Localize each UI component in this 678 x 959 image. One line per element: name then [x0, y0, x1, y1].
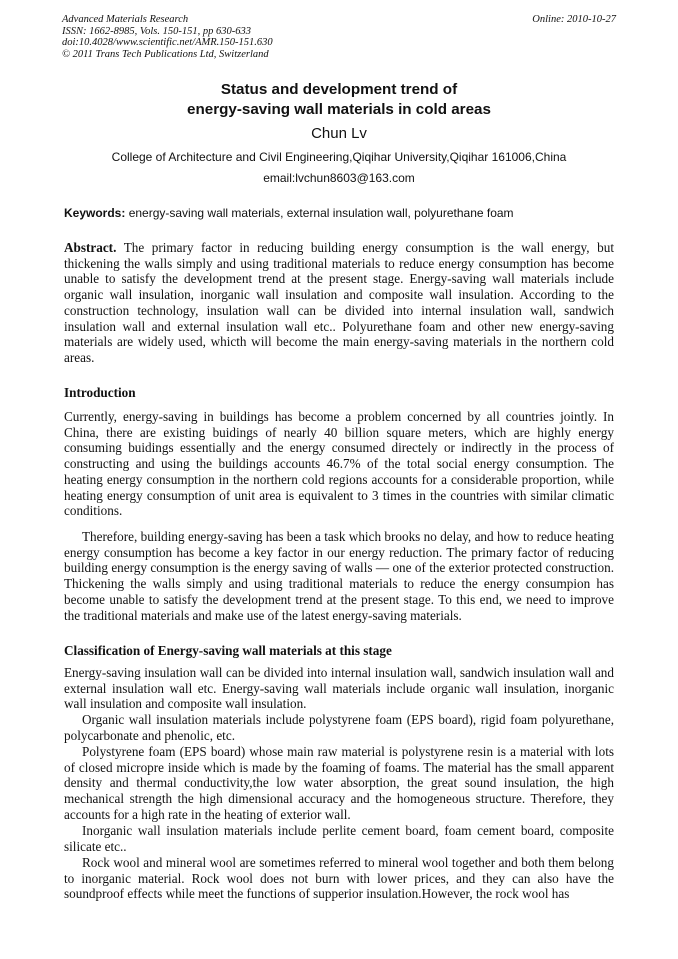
keywords [64, 206, 616, 220]
classification-paragraph-3: Polystyrene foam (EPS board) whose main raw material is polystyrene resin is a material with lots of closed micropre inside which is made by the foaming of foams. The material has the small apparent density and thermal conductivity,the low water absorption, the great sound insulation, the high mechanical strength the high dimensional accuracy and the homogeneous structure. Therefore, they accounts for a high rate in the heating of exterior wall. [64, 744, 614, 822]
email: email:lvchun8603@163.com [263, 171, 415, 185]
abstract [64, 240, 614, 366]
introduction-paragraph-2: Therefore, building energy-saving has been a task which brooks no delay, and how to reduce heating energy consumption has become a key factor in our energy reduction. The primary factor of reducing building energy consumption is the energy saving of walls — one of the exterior protected construction. Thickening the walls simply and using traditional materials to reduce the energy consumpion has become unable to satisfy the development trend at the present stage. To this end, we need to improve the traditional materials and make use of the latest energy-saving materials. [64, 529, 614, 623]
introduction-paragraph-1: Currently, energy-saving in buildings has become a problem concerned by all countries jointly. In China, there are existing buidings of nearly 40 billion square meters, which are highly energy consuming buidings essentially and the energy consumed directely or indirectly in the process of constructing and using the buildings accounts 46.7% of the total social energy consumption. The heating energy consumption in the northern cold regions accounts for a considerable proportion, while heating energy consumption of unit area is equivalent to 3 times in the countries with similar climatic conditions. [64, 409, 614, 519]
classification-paragraph-4: Inorganic wall insulation materials include perlite cement board, foam cement board, composite silicate etc.. [64, 823, 614, 854]
abstract-text: The primary factor in reducing building energy consumption is the wall energy, but thickening the walls simply and using traditional materials to reduce energy consumption has become unable to satisfy the development trend at the present stage. Energy-saving wall materials include organic wall insulation, inorganic wall insulation and composite wall insulation. According to the construction technology, insulation wall can be divided into internal insulation wall, sandwich insulation wall and external insulation wall etc.. Polyurethane foam and other new energy-saving materials are widely used, whicth will become the main energy-saving materials in the northern cold areas. [64, 240, 614, 365]
classification-paragraph-1: Energy-saving insulation wall can be divided into internal insulation wall, sandwich insulation wall and external insulation wall etc. Energy-saving wall materials include organic wall insulation, inorganic wall insulation and composite wall insulation. [64, 665, 614, 712]
issn-line: ISSN: 1662-8985, Vols. 150-151, pp 630-633 [62, 25, 251, 37]
classification-paragraph-2: Organic wall insulation materials include polystyrene foam (EPS board), rigid foam polyurethane, polycarbonate and phenolic, etc. [64, 712, 614, 743]
affiliation: College of Architecture and Civil Engineering,Qiqihar University,Qiqihar 161006,China [111, 150, 567, 164]
classification-paragraph-5: Rock wool and mineral wool are sometimes referred to mineral wool together and both them belong to inorganic material. Rock wool does not burn with lower prices, and they can also have the soundproof effects while meet the functions of supperior insulation.However, the rock wool has [64, 855, 614, 902]
journal-header [62, 14, 616, 60]
online-date: Online: 2010-10-27 [532, 14, 616, 25]
doi-line: doi:10.4028/www.scientific.net/AMR.150-151.630 [62, 37, 273, 48]
introduction-heading: Introduction [64, 385, 136, 400]
author-name: Chun Lv [311, 125, 367, 142]
journal-name: Advanced Materials Research [62, 14, 189, 25]
copyright-line: © 2011 Trans Tech Publications Ltd, Switzerland [62, 48, 269, 60]
abstract-label: Abstract. [64, 240, 117, 255]
paper-title-line-2: energy-saving wall materials in cold areas [187, 101, 491, 118]
keywords-label: Keywords: [64, 206, 126, 220]
paper-title-line-1: Status and development trend of [220, 81, 458, 98]
classification-heading: Classification of Energy-saving wall materials at this stage [64, 643, 392, 658]
keywords-text: energy-saving wall materials, external insulation wall, polyurethane foam [125, 206, 514, 220]
